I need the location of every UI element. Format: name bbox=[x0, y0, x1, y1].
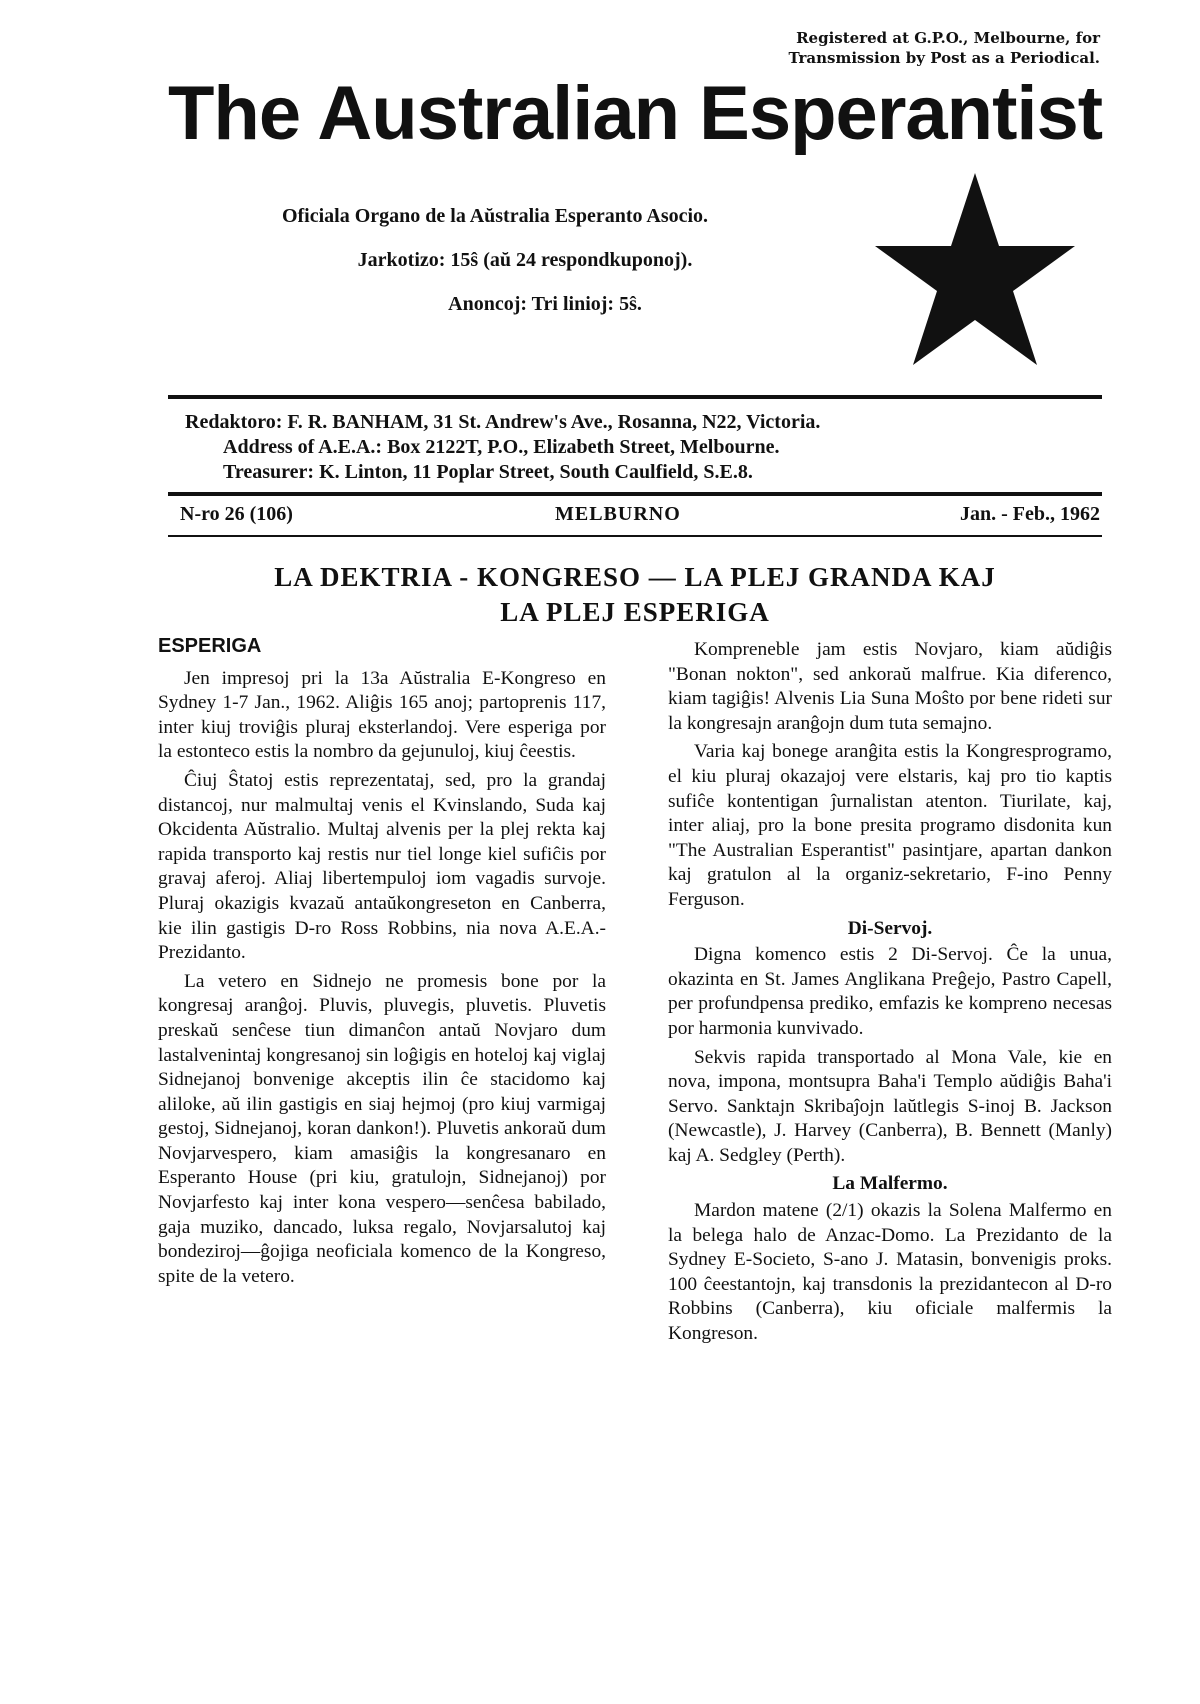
section-heading-esperiga: ESPERIGA bbox=[158, 635, 262, 657]
info-line-ads: Anoncoj: Tri linioj: 5ŝ. bbox=[448, 293, 642, 315]
registration-notice bbox=[670, 28, 1100, 68]
left-column bbox=[158, 634, 606, 1293]
address-line: Address of A.E.A.: Box 2122T, P.O., Elizabeth Street, Melbourne. bbox=[223, 436, 780, 458]
article-headline bbox=[168, 560, 1102, 630]
section-heading-malfermo: La Malfermo. bbox=[832, 1173, 948, 1195]
headline-line: LA DEKTRIA - KONGRESO — LA PLEJ GRANDA KAJ bbox=[274, 562, 996, 592]
paragraph: Sekvis rapida transportado al Mona Vale, kie en nova, impona, montsupra Baha'i Templo aŭdiĝis Baha'i Servo. Sanktajn Skribaĵojn laŭtlegis S-inoj B. Jackson (Newcastle), J. Harvey (Canberra), B. Bennett (Manly) kaj A. Sedgley (Perth). bbox=[668, 1046, 1112, 1166]
paragraph: Mardon matene (2/1) okazis la Solena Malfermo en la belega halo de Anzac-Domo. La Prezidanto de la Sydney E-Societo, S-ano J. Matasin, bonvenigis proks. 100 ĉeestantojn, kaj transdonis la prezidantecon al D-ro Robbins (Canberra), kiu oficiale malfermis la Kongreson. bbox=[668, 1200, 1112, 1345]
editor-line: Redaktoro: F. R. BANHAM, 31 St. Andrew's Ave., Rosanna, N22, Victoria. bbox=[185, 411, 821, 433]
issue-city: MELBURNO bbox=[555, 503, 681, 525]
issue-bar bbox=[180, 503, 1100, 529]
registration-line: Registered at G.P.O., Melbourne, for bbox=[796, 29, 1100, 47]
paragraph: Digna komenco estis 2 Di-Servoj. Ĉe la unua, okazinta en St. James Anglikana Preĝejo, Pastro Capell, per profundpensa prediko, emfazis ke kompreno necesas por harmonia kunvivado. bbox=[668, 944, 1112, 1039]
issue-number: N-ro 26 (106) bbox=[180, 503, 293, 525]
section-heading-di-servoj: Di-Servoj. bbox=[847, 917, 933, 939]
right-column bbox=[668, 638, 1112, 1351]
divider bbox=[168, 395, 1102, 399]
treasurer-line: Treasurer: K. Linton, 11 Poplar Street, South Caulfield, S.E.8. bbox=[223, 461, 753, 483]
paragraph: Jen impresoj pri la 13a Aŭstralia E-Kongreso en Sydney 1-7 Jan., 1962. Aliĝis 165 anoj; partoprenis 117, inter kiuj troviĝis pluraj eksterlandoj. Vere esperiga por la estonteco estis la nombro da gejunuloj, kiuj ĉeestis. bbox=[158, 667, 606, 763]
newspaper-title: The Australian Esperantist bbox=[168, 71, 1103, 156]
paragraph: La vetero en Sidnejo ne promesis bone por la kongresaj aranĝoj. Pluvis, pluvegis, pluvetis. Pluvetis preskaŭ senĉese tiun dimanĉon antaŭ Novjaro dum lastalvenintaj kongresanoj sin loĝigis en hoteloj kaj viglaj Sidnejanoj bonvenige akceptis ilin ĉe stacidomo kaj aliloke, aŭ ilin gastigis en siaj hejmoj (pro kiuj varmigaj gestoj, Sidnejanoj, koran dankon!). Pluvetis ankoraŭ dum Novjarvespero, kiam amasiĝis la kongresanaro en Esperanto House (pri kiu, gratulojn, Sidnejanoj) por Novjarfesto kaj inter kona vespero—senĉesa babilado, gaja muziko, dancado, luksa regalo, Novjarsalutoj kaj bondeziroj—ĝojiga neoficiala komenco de la Kongreso, spite de la vetero. bbox=[158, 970, 606, 1287]
paragraph: Varia kaj bonege aranĝita estis la Kongresprogramo, el kiu pluraj okazajoj vere elstaris, kaj pro tio kaptis sufiĉe kontentigan ĵurnalistan atenton. Tiurilate, kaj, inter aliaj, pro la bone presita programo disdonita kun "The Australian Esperantist" pasintjare, apartan dankon kaj gratulon al la organiz-sekretario, F-ino Penny Ferguson. bbox=[668, 741, 1112, 910]
paragraph: Kompreneble jam estis Novjaro, kiam aŭdiĝis "Bonan nokton", sed ankoraŭ malfrue. Kia diferenco, kiam tagiĝis! Alvenis Lia Suna Moŝto por bene rideti sur la kongresajn aranĝojn dum tuta semajno. bbox=[668, 639, 1112, 734]
paragraph: Ĉiuj Ŝtatoj estis reprezentataj, sed, pro la grandaj distancoj, nur malmultaj venis el Kvinslando, Suda kaj Okcidenta Aŭstralio. Multaj alvenis per la plej rekta kaj rapida transporto kaj restis nur tiel longe kiel sufiĉis por gravaj aferoj. Aliaj libertempuloj iom vagadis survoje. Pluraj okazigis kvazaŭ antaŭkongreseton en Canberra, kie ilin gastigis D-ro Ross Robbins, nia nova A.E.A.-Prezidanto. bbox=[158, 769, 606, 964]
star-icon bbox=[870, 168, 1080, 368]
registration-line: Transmission by Post as a Periodical. bbox=[788, 49, 1100, 67]
issue-date: Jan. - Feb., 1962 bbox=[960, 503, 1100, 525]
divider bbox=[168, 492, 1102, 496]
contacts-block bbox=[185, 410, 1105, 485]
info-line-subscription: Jarkotizo: 15ŝ (aŭ 24 respondkuponoj). bbox=[357, 249, 693, 271]
divider bbox=[168, 535, 1102, 537]
info-line-organ: Oficiala Organo de la Aŭstralia Esperanto Asocio. bbox=[281, 205, 709, 227]
masthead-info bbox=[205, 205, 845, 337]
headline-line: LA PLEJ ESPERIGA bbox=[500, 597, 770, 627]
